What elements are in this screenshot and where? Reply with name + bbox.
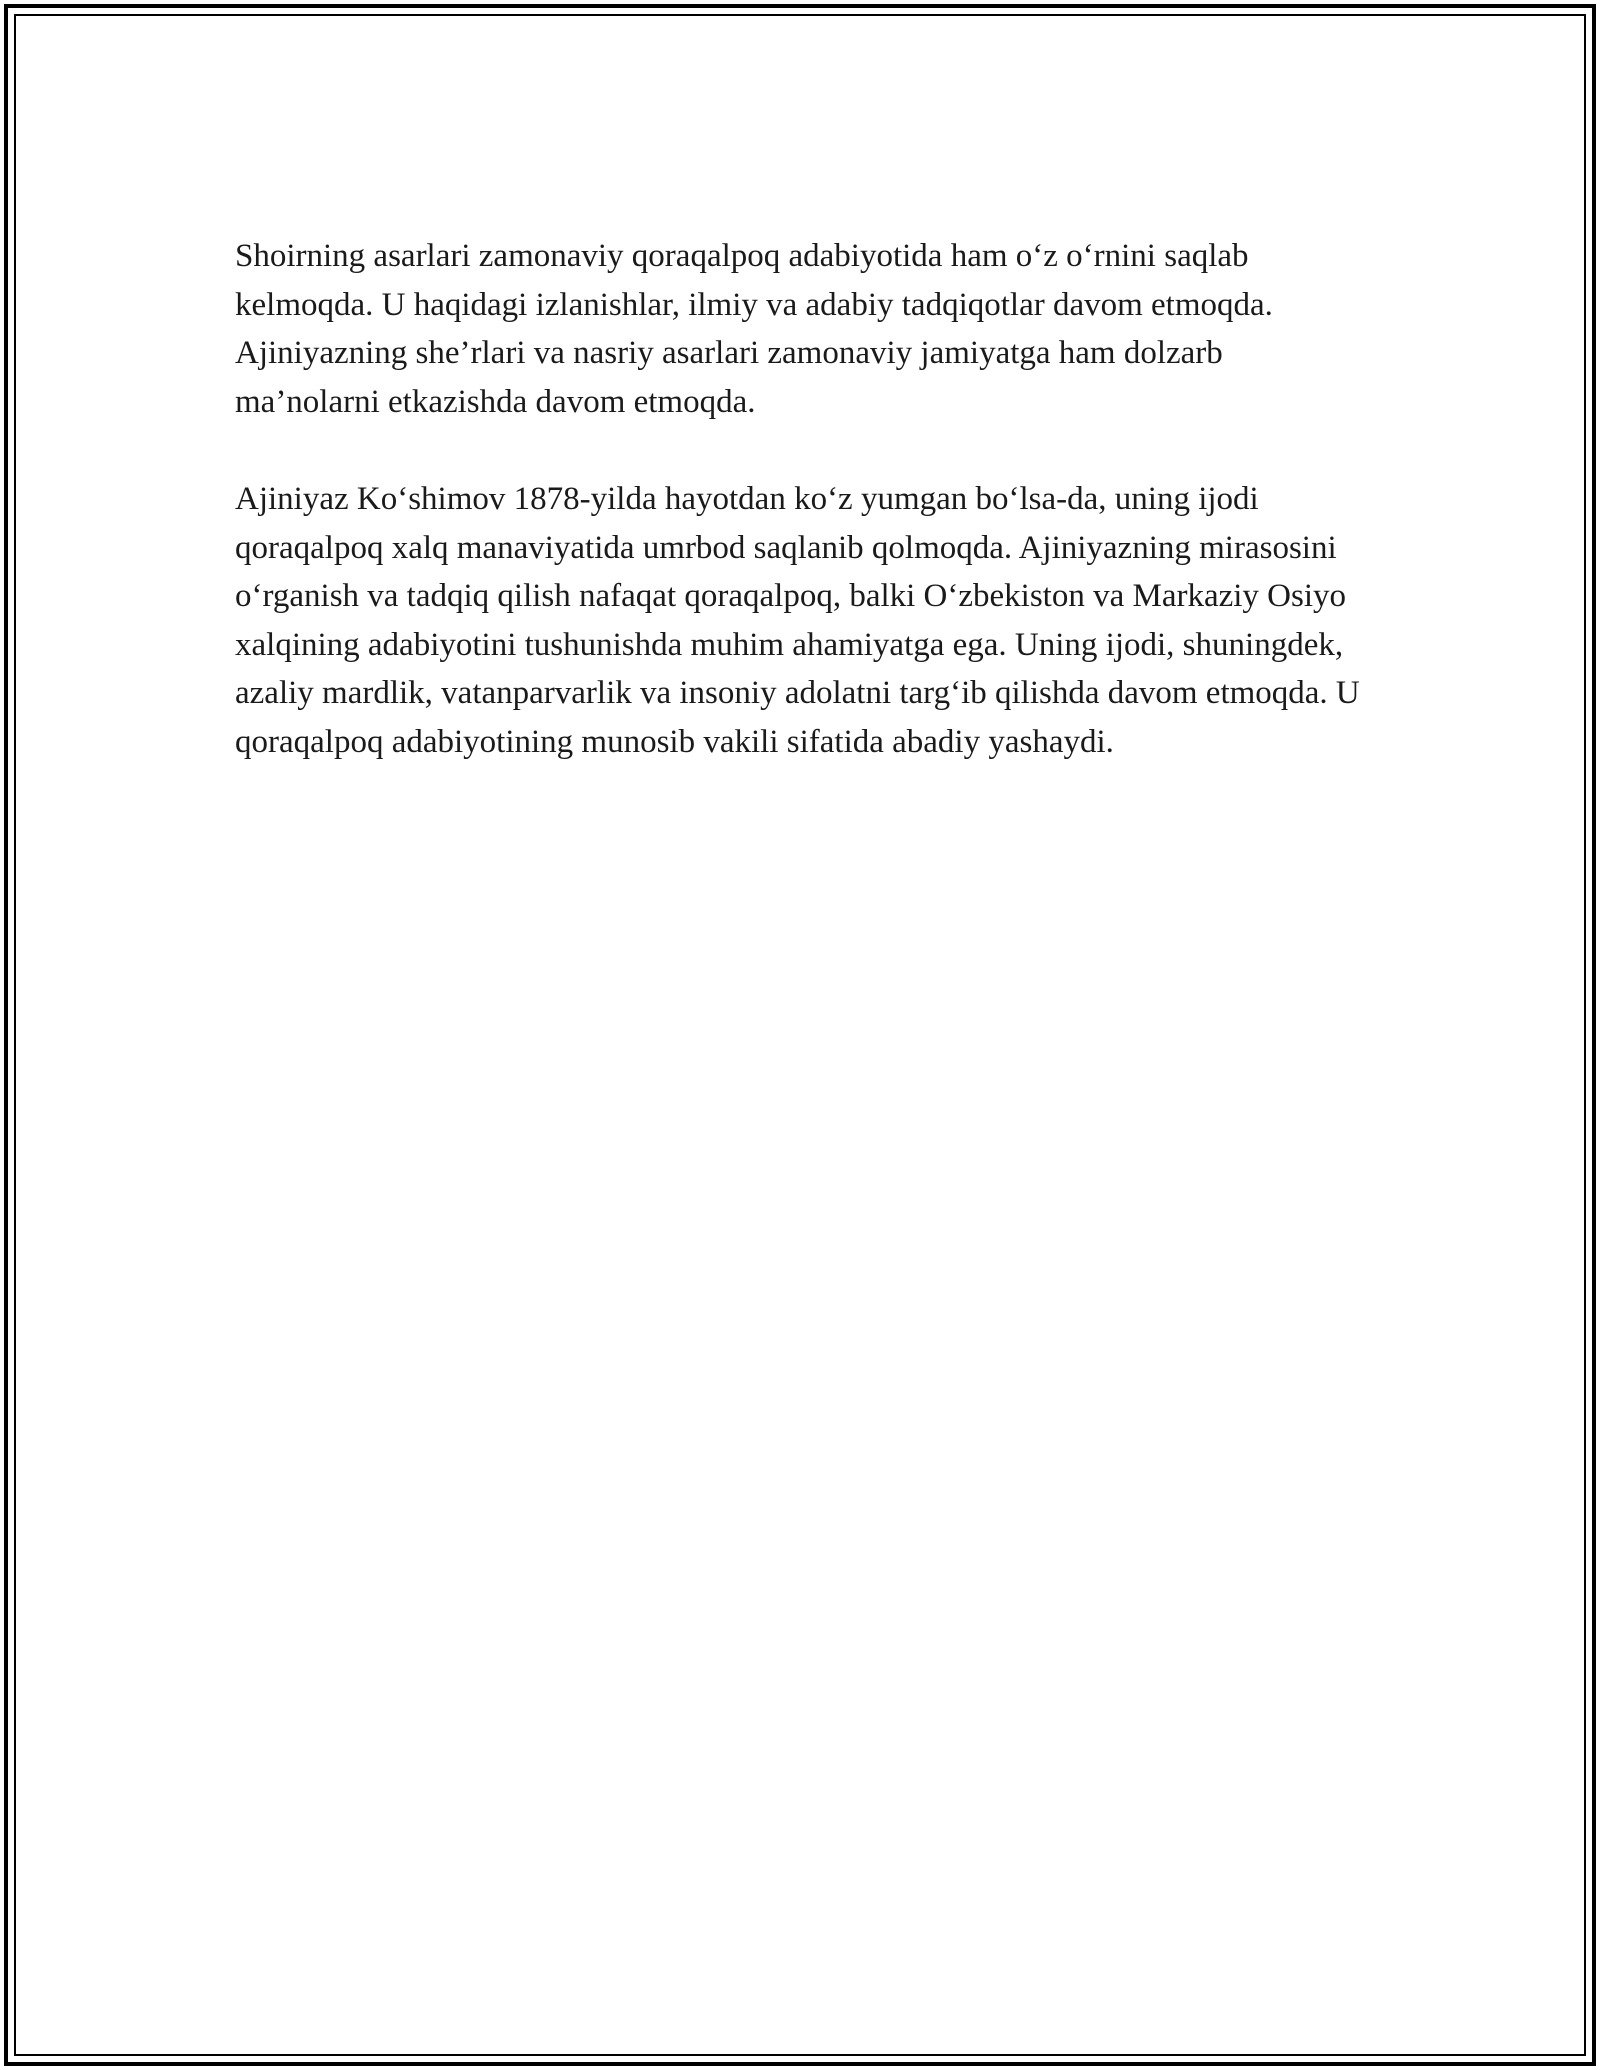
document-body xyxy=(235,232,1375,815)
paragraph-1: Shoirning asarlari zamonaviy qoraqalpoq adabiyotida ham oʻz oʻrnini saqlab kelmoqda. U haqidagi izlanishlar, ilmiy va adabiy tadqiqotlar davom etmoqda. Ajiniyazning she’rlari va nasriy asarlari zamonaviy jamiyatga ham dolzarb ma’nolarni etkazishda davom etmoqda. xyxy=(235,238,1273,420)
paragraph-2: Ajiniyaz Koʻshimov 1878-yilda hayotdan koʻz yumgan boʻlsa-da, uning ijodi qoraqalpoq xalq manaviyatida umrbod saqlanib qolmoqda. Ajiniyazning mirasosini oʻrganish va tadqiq qilish nafaqat qoraqalpoq, balki Oʻzbekiston va Markaziy Osiyo xalqining adabiyotini tushunishda muhim ahamiyatga ega. Uning ijodi, shuningdek, azaliy mardlik, vatanparvarlik va insoniy adolatni targʻib qilishda davom etmoqda. U qoraqalpoq adabiyotining munosib vakili sifatida abadiy yashaydi. xyxy=(235,481,1360,760)
